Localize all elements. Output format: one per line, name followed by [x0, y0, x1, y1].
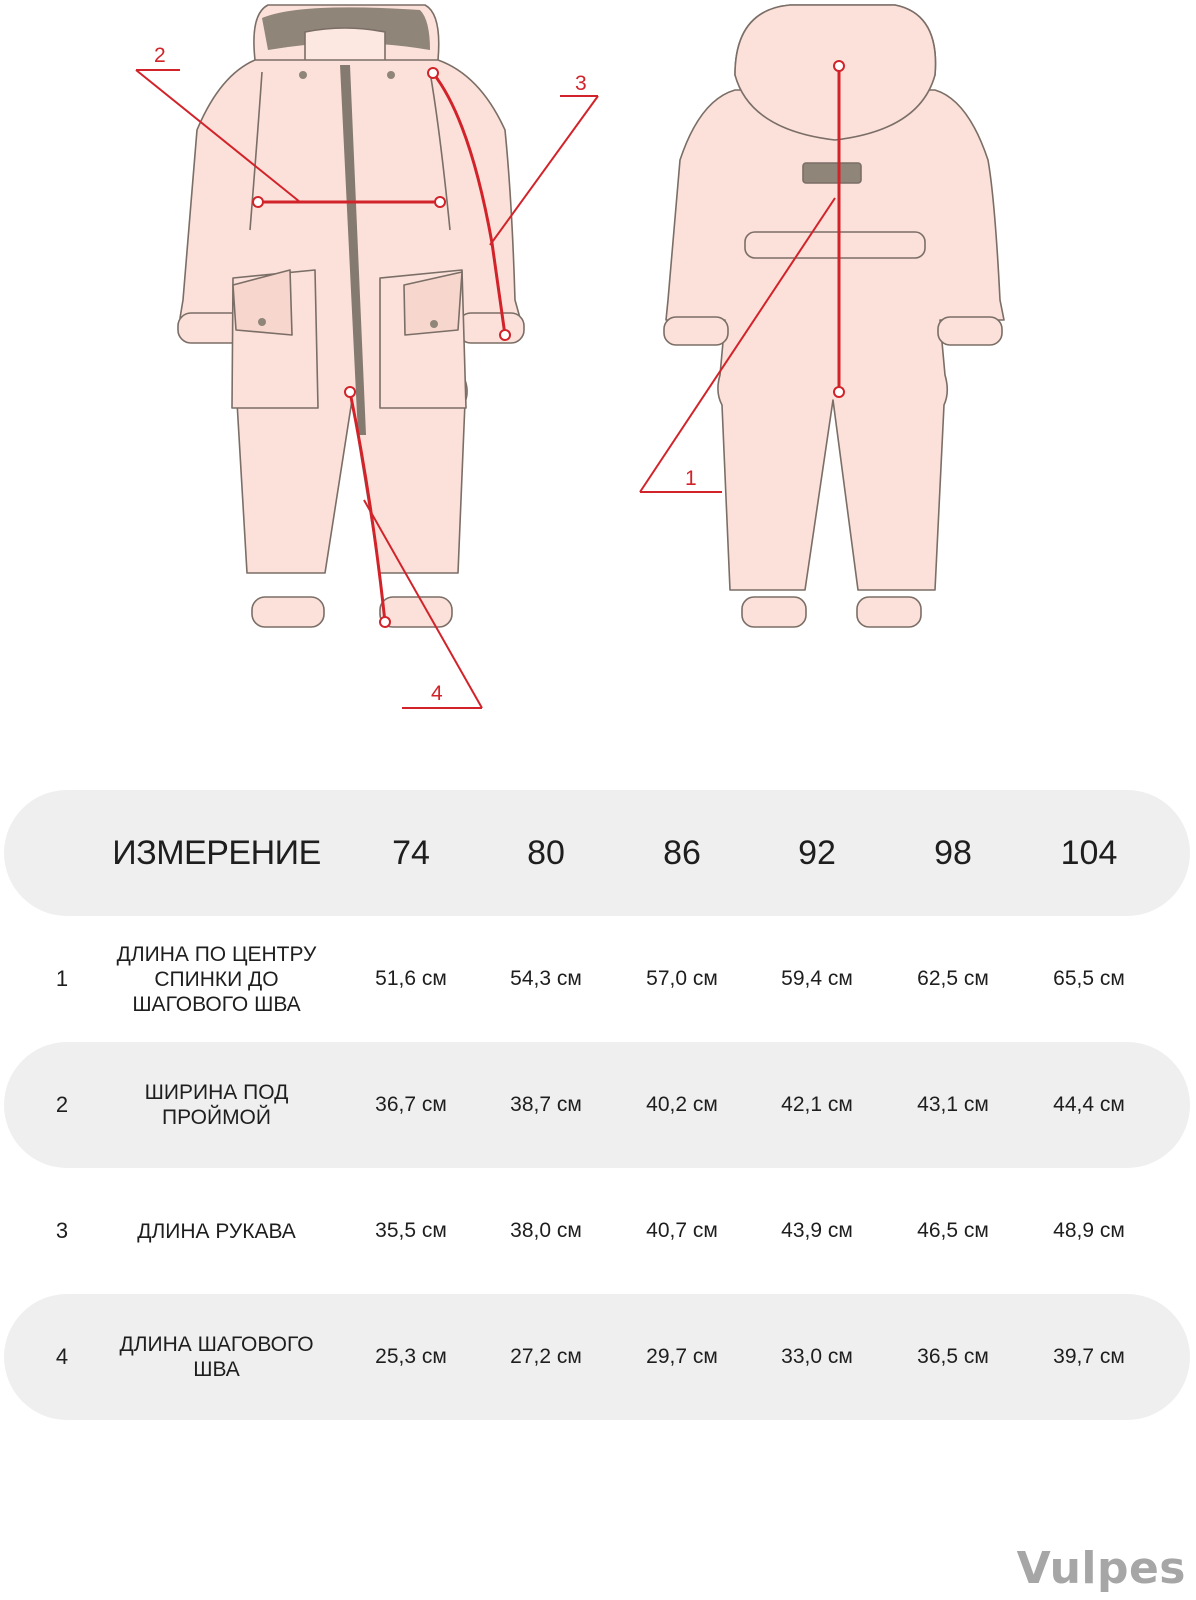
measurement-value: 62,5 см — [917, 967, 989, 990]
table-row — [4, 1294, 1190, 1420]
size-header-74: 74 — [392, 833, 430, 872]
measurement-name: ШИРИНА ПОД ПРОЙМОЙ — [144, 1081, 289, 1129]
row-number: 3 — [55, 1218, 69, 1243]
jumpsuit-diagram — [0, 0, 1196, 760]
measurement-value: 48,9 см — [1053, 1219, 1125, 1242]
measurement-value: 27,2 см — [510, 1345, 582, 1368]
row-number: 2 — [55, 1092, 69, 1117]
callout-1-label: 1 — [685, 467, 697, 490]
measurement-value: 65,5 см — [1053, 967, 1125, 990]
measurement-value: 59,4 см — [781, 967, 853, 990]
measurement-value: 38,0 см — [510, 1219, 582, 1242]
measurement-value: 46,5 см — [917, 1219, 989, 1242]
row-number: 1 — [55, 966, 69, 991]
measurement-value: 57,0 см — [646, 967, 718, 990]
measurement-name: ДЛИНА ШАГОВОГО ШВА — [119, 1333, 314, 1381]
size-header-98: 98 — [934, 833, 972, 872]
callout-3-label: 3 — [575, 72, 587, 95]
measurement-value: 40,7 см — [646, 1219, 718, 1242]
measurement-value: 43,1 см — [917, 1093, 989, 1116]
measurement-value: 42,1 см — [781, 1093, 853, 1116]
size-header-104: 104 — [1060, 833, 1118, 872]
measurement-value: 44,4 см — [1053, 1093, 1125, 1116]
measurement-value: 43,9 см — [781, 1219, 853, 1242]
table-row — [4, 1042, 1190, 1168]
measurement-value: 36,7 см — [375, 1093, 447, 1116]
table-row — [4, 916, 1190, 1042]
measurement-value: 39,7 см — [1053, 1345, 1125, 1368]
size-header-80: 80 — [527, 833, 565, 872]
size-header-92: 92 — [798, 833, 836, 872]
back-view — [664, 5, 1004, 627]
size-table — [0, 790, 1196, 1420]
measurement-value: 54,3 см — [510, 967, 582, 990]
measurement-value: 33,0 см — [781, 1345, 853, 1368]
measurement-column-header: ИЗМЕРЕНИЕ — [112, 834, 321, 872]
measurement-value: 40,2 см — [646, 1093, 718, 1116]
callout-2-label: 2 — [154, 44, 166, 67]
measurement-name: ДЛИНА ПО ЦЕНТРУ СПИНКИ ДО ШАГОВОГО ШВА — [116, 942, 317, 1016]
measurement-value: 29,7 см — [646, 1345, 718, 1368]
table-row — [4, 1168, 1190, 1294]
brand-logo: Vulpes — [1016, 1543, 1186, 1594]
measurement-value: 51,6 см — [375, 967, 447, 990]
measurement-name: ДЛИНА РУКАВА — [137, 1219, 296, 1243]
size-header-86: 86 — [663, 833, 701, 872]
measurement-value: 36,5 см — [917, 1345, 989, 1368]
measurement-value: 25,3 см — [375, 1345, 447, 1368]
callout-4-label: 4 — [431, 682, 443, 705]
table-header-row — [4, 790, 1190, 916]
measurement-value: 35,5 см — [375, 1219, 447, 1242]
row-number: 4 — [55, 1344, 69, 1369]
measurement-value: 38,7 см — [510, 1093, 582, 1116]
